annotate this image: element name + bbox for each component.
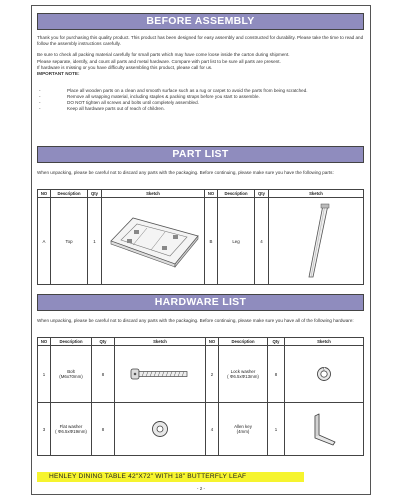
separate-paragraph: Please separate, identify, and count all parts and metal hardware. Compare with part list to be sure all parts are present. bbox=[37, 58, 281, 64]
part-qty: 1 bbox=[88, 198, 102, 285]
header-description: Description bbox=[218, 190, 255, 198]
header-no: NO bbox=[38, 190, 51, 198]
before-assembly-text bbox=[37, 35, 367, 77]
header-sketch: Sketch bbox=[285, 338, 364, 346]
part-list-table bbox=[37, 189, 364, 285]
hardware-qty: 8 bbox=[268, 346, 285, 403]
header-sketch: Sketch bbox=[269, 190, 364, 198]
table-top-sketch bbox=[102, 198, 205, 285]
hardware-no: 2 bbox=[206, 346, 219, 403]
bolt-icon bbox=[130, 367, 190, 381]
check-paragraph: Be sure to check all packing material carefully for small parts which may have come loose inside the carton during shipment. bbox=[37, 52, 290, 58]
leg-sketch bbox=[269, 198, 364, 285]
part-no: A bbox=[38, 198, 51, 285]
table-row bbox=[38, 346, 364, 403]
bolt-sketch bbox=[115, 346, 206, 403]
product-title-footer: HENLEY DINING TABLE 42"X72" WITH 18" BUTTERFLY LEAF bbox=[37, 472, 304, 482]
hardware-description: Lock washer ( Φ6.5xΦ13mm) bbox=[219, 346, 268, 403]
header-no: NO bbox=[38, 338, 51, 346]
bullet-item: - Remove all wrapping material, including staples & packing straps before you start to assemble. bbox=[39, 94, 260, 100]
table-row bbox=[38, 403, 364, 456]
hardware-list-table bbox=[37, 337, 364, 456]
header-qty: Qty bbox=[268, 338, 285, 346]
table-row bbox=[38, 198, 364, 285]
header-description: Description bbox=[51, 190, 88, 198]
hardware-no: 3 bbox=[38, 403, 51, 456]
part-description: Leg bbox=[218, 198, 255, 285]
header-sketch: Sketch bbox=[115, 338, 206, 346]
intro-paragraph: Thank you for purchasing this quality product. This product has been designed for easy assembly and constructed for durability. Please take the time to read and follow the assembly instructions carefully. bbox=[37, 35, 364, 47]
header-no: NO bbox=[206, 338, 219, 346]
table-leg-icon bbox=[291, 201, 341, 281]
header-no: NO bbox=[205, 190, 218, 198]
hardware-qty: 8 bbox=[92, 346, 115, 403]
header-sketch: Sketch bbox=[102, 190, 205, 198]
lock-washer-sketch bbox=[285, 346, 364, 403]
bullet-item: - Keep all hardware parts out of reach of children. bbox=[39, 106, 165, 112]
bullet-item: - Place all wooden parts on a clean and smooth surface such as a rug or carpet to avoid the parts from being scratched. bbox=[39, 88, 308, 93]
hardware-list-intro: When unpacking, please be careful not to discard any parts with the packaging. Before continuing, please make sure you have all of the following hardware: bbox=[37, 318, 354, 323]
flat-washer-icon bbox=[150, 419, 170, 439]
before-assembly-banner: BEFORE ASSEMBLY bbox=[37, 13, 364, 30]
hardware-description: Flat washer ( Φ6.5xΦ19mm) bbox=[51, 403, 92, 456]
header-description: Description bbox=[51, 338, 92, 346]
hardware-description: Bolt (M6x70mm) bbox=[51, 346, 92, 403]
part-list-intro: When unpacking, please be careful not to discard any parts with the packaging. Before continuing, please make sure you have the following parts: bbox=[37, 170, 334, 175]
header-qty: Qty bbox=[92, 338, 115, 346]
hardware-qty: 8 bbox=[92, 403, 115, 456]
flat-washer-sketch bbox=[115, 403, 206, 456]
part-description: Top bbox=[51, 198, 88, 285]
bullet-item: - DO NOT tighten all screws and bolts until completely assembled. bbox=[39, 100, 199, 106]
hardware-list-banner: HARDWARE LIST bbox=[37, 294, 364, 311]
header-qty: Qty bbox=[255, 190, 269, 198]
missing-paragraph: If hardware is missing or you have difficulty assembling this product, please call for us. bbox=[37, 64, 213, 70]
part-no: B bbox=[205, 198, 218, 285]
header-description: Description bbox=[219, 338, 268, 346]
important-note-heading: IMPORTANT NOTE: bbox=[37, 71, 80, 77]
header-qty: Qty bbox=[88, 190, 102, 198]
allen-key-icon bbox=[309, 412, 339, 446]
page-number: - 2 - bbox=[196, 486, 206, 491]
allen-key-sketch bbox=[285, 403, 364, 456]
part-list-banner: PART LIST bbox=[37, 146, 364, 163]
important-bullets bbox=[37, 88, 355, 112]
hardware-no: 4 bbox=[206, 403, 219, 456]
table-top-icon bbox=[103, 206, 203, 276]
part-qty: 4 bbox=[255, 198, 269, 285]
lock-washer-icon bbox=[315, 365, 333, 383]
hardware-qty: 1 bbox=[268, 403, 285, 456]
hardware-no: 1 bbox=[38, 346, 51, 403]
hardware-description: Allen key (4mm) bbox=[219, 403, 268, 456]
